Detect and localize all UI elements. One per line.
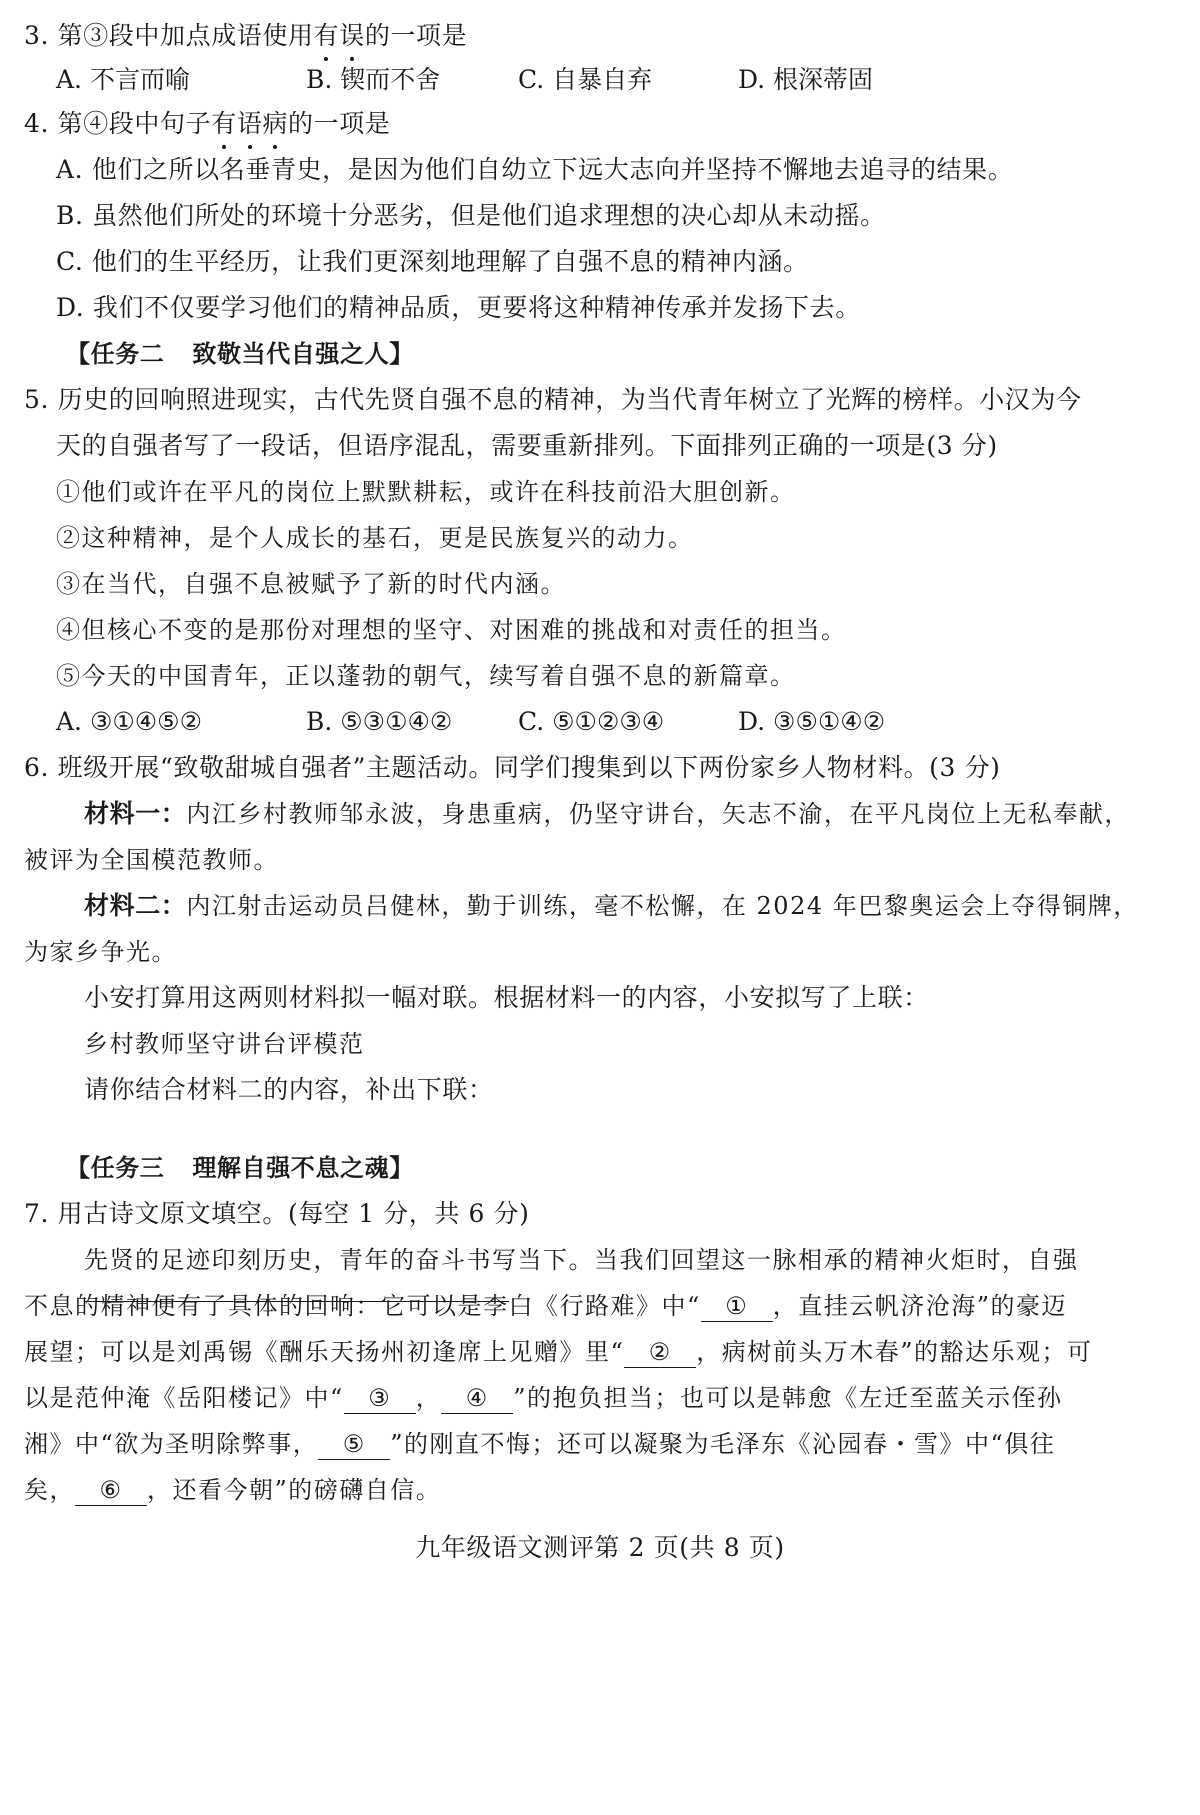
q7-text: ”的抱负担当；也可以是韩愈《左迁至蓝关示侄孙 [513, 1384, 1063, 1412]
q6-plan: 小安打算用这两则材料拟一幅对联。根据材料一的内容，小安拟写了上联： [84, 983, 929, 1012]
q4-dotted-char: 病 [262, 106, 288, 142]
task3-label: 【任务三 [66, 1154, 165, 1182]
q7-blank-6[interactable]: ⑥ [75, 1475, 147, 1506]
q4-option-a: A. 他们之所以名垂青史，是因为他们自幼立下远大志向并坚持不懈地去追寻的结果。 [56, 155, 1014, 184]
task3-title: 理解自强不息之魂】 [192, 1154, 414, 1182]
q3-option-c: C. 自暴自弃 [518, 65, 653, 94]
q5-option-a: A. ③①④⑤② [56, 707, 203, 736]
q6-request: 请你结合材料二的内容，补出下联： [84, 1075, 494, 1104]
q3-stem-prefix: 3. 第③段中加点成语使用 [24, 21, 314, 50]
q6-material-2 [84, 888, 1139, 924]
q3-stem [24, 18, 467, 54]
q6-stem: 6. 班级开展“致敬甜城自强者”主题活动。同学们搜集到以下两份家乡人物材料。(3 分) [24, 753, 1001, 782]
q7-line-5 [24, 1426, 1055, 1462]
q3-dotted-char: 有 [314, 18, 340, 54]
q5-sentence-4: ④但核心不变的是那份对理想的坚守、对困难的挑战和对责任的担当。 [56, 616, 847, 644]
q7-text: 以是范仲淹《岳阳楼记》中“ [24, 1384, 344, 1412]
q6-upper-couplet: 乡村教师坚守讲台评模范 [84, 1030, 365, 1058]
q5-stem-line2: 天的自强者写了一段话，但语序混乱，需要重新排列。下面排列正确的一项是(3 分) [56, 431, 998, 460]
q7-line-2 [24, 1288, 1067, 1324]
q7-blank-5[interactable]: ⑤ [318, 1429, 390, 1460]
q7-blank-3[interactable]: ③ [344, 1383, 416, 1414]
q5-sentence-3: ③在当代，自强不息被赋予了新的时代内涵。 [56, 570, 566, 598]
q5-sentence-1: ①他们或许在平凡的岗位上默默耕耘，或许在科技前沿大胆创新。 [56, 478, 796, 506]
q4-option-b: B. 虽然他们所处的环境十分恶劣，但是他们追求理想的决心却从未动摇。 [56, 201, 886, 230]
q7-line-4 [24, 1380, 1063, 1416]
q5-sentence-2: ②这种精神，是个人成长的基石，更是民族复兴的动力。 [56, 524, 694, 552]
q7-text: ，病树前头万木春”的豁达乐观；可 [696, 1338, 1093, 1366]
q3-option-b: B. 锲而不舍 [306, 65, 441, 94]
q6-material-1-cont: 被评为全国模范教师。 [24, 846, 279, 874]
q4-stem-prefix: 4. 第④段中句子 [24, 109, 212, 138]
q7-text: 展望；可以是刘禹锡《酬乐天扬州初逢席上见赠》里“ [24, 1338, 625, 1366]
q3-option-a: A. 不言而喻 [56, 65, 190, 94]
q6-material-1 [84, 796, 1130, 832]
q4-stem-suffix: 的一项是 [288, 109, 391, 138]
q7-blank-2[interactable]: ② [624, 1337, 696, 1368]
q6-material-1-label: 材料一： [84, 799, 187, 828]
q6-material-2-label: 材料二： [84, 891, 187, 920]
q4-dotted-char: 有 [211, 106, 237, 142]
q7-text: ，还看今朝”的磅礴自信。 [147, 1476, 442, 1504]
q3-stem-suffix: 的一项是 [364, 21, 468, 50]
q5-stem-line1: 5. 历史的回响照进现实，古代先贤自强不息的精神，为当代青年树立了光辉的榜样。小汉为今 [24, 385, 1082, 414]
q3-dotted-char: 误 [339, 18, 365, 54]
q7-blank-1[interactable]: ① [701, 1291, 773, 1322]
q5-option-d: D. ③⑤①④② [738, 707, 886, 736]
q5-option-b: B. ⑤③①④② [306, 707, 453, 736]
q7-text: 不息的精神便有了具体的回响：它可以是李白《行路难》中“ [24, 1292, 701, 1320]
q4-option-c: C. 他们的生平经历，让我们更深刻地理解了自强不息的精神内涵。 [56, 247, 809, 276]
q4-stem [24, 106, 390, 142]
q6-material-2-text: 内江射击运动员吕健林，勤于训练，毫不松懈，在 2024 年巴黎奥运会上夺得铜牌， [186, 892, 1139, 920]
q6-material-2-cont: 为家乡争光。 [24, 938, 177, 966]
q5-option-c: C. ⑤①②③④ [518, 707, 665, 736]
q7-blank-4[interactable]: ④ [441, 1383, 513, 1414]
q7-line-6 [24, 1472, 441, 1508]
q7-line-1: 先贤的足迹印刻历史，青年的奋斗书写当下。当我们回望这一脉相承的精神火炬时，自强 [84, 1246, 1079, 1274]
page-footer: 九年级语文测评第 2 页(共 8 页) [415, 1533, 785, 1562]
q7-text: ，直挂云帆济沧海”的豪迈 [772, 1292, 1068, 1320]
task2-title: 致敬当代自强之人】 [192, 340, 414, 368]
q7-text: 矣， [24, 1476, 75, 1504]
q7-stem: 7. 用古诗文原文填空。(每空 1 分，共 6 分) [24, 1199, 530, 1228]
q4-option-d: D. 我们不仅要学习他们的精神品质，更要将这种精神传承并发扬下去。 [56, 293, 861, 322]
q3-option-d: D. 根深蒂固 [738, 65, 874, 94]
q5-sentence-5: ⑤今天的中国青年，正以蓬勃的朝气，续写着自强不息的新篇章。 [56, 662, 796, 690]
q4-dotted-char: 语 [237, 106, 263, 142]
q7-line-3 [24, 1334, 1093, 1370]
task2-heading [66, 336, 414, 372]
task3-heading [66, 1150, 414, 1186]
q6-material-1-text: 内江乡村教师邹永波，身患重病，仍坚守讲台，矢志不渝，在平凡岗位上无私奉献， [186, 800, 1130, 828]
q7-text: ”的刚直不悔；还可以凝聚为毛泽东《沁园春・雪》中“俱往 [390, 1430, 1056, 1458]
q7-text: ， [415, 1384, 442, 1412]
q7-text: 湘》中“欲为圣明除弊事， [24, 1430, 319, 1458]
task2-label: 【任务二 [66, 340, 165, 368]
